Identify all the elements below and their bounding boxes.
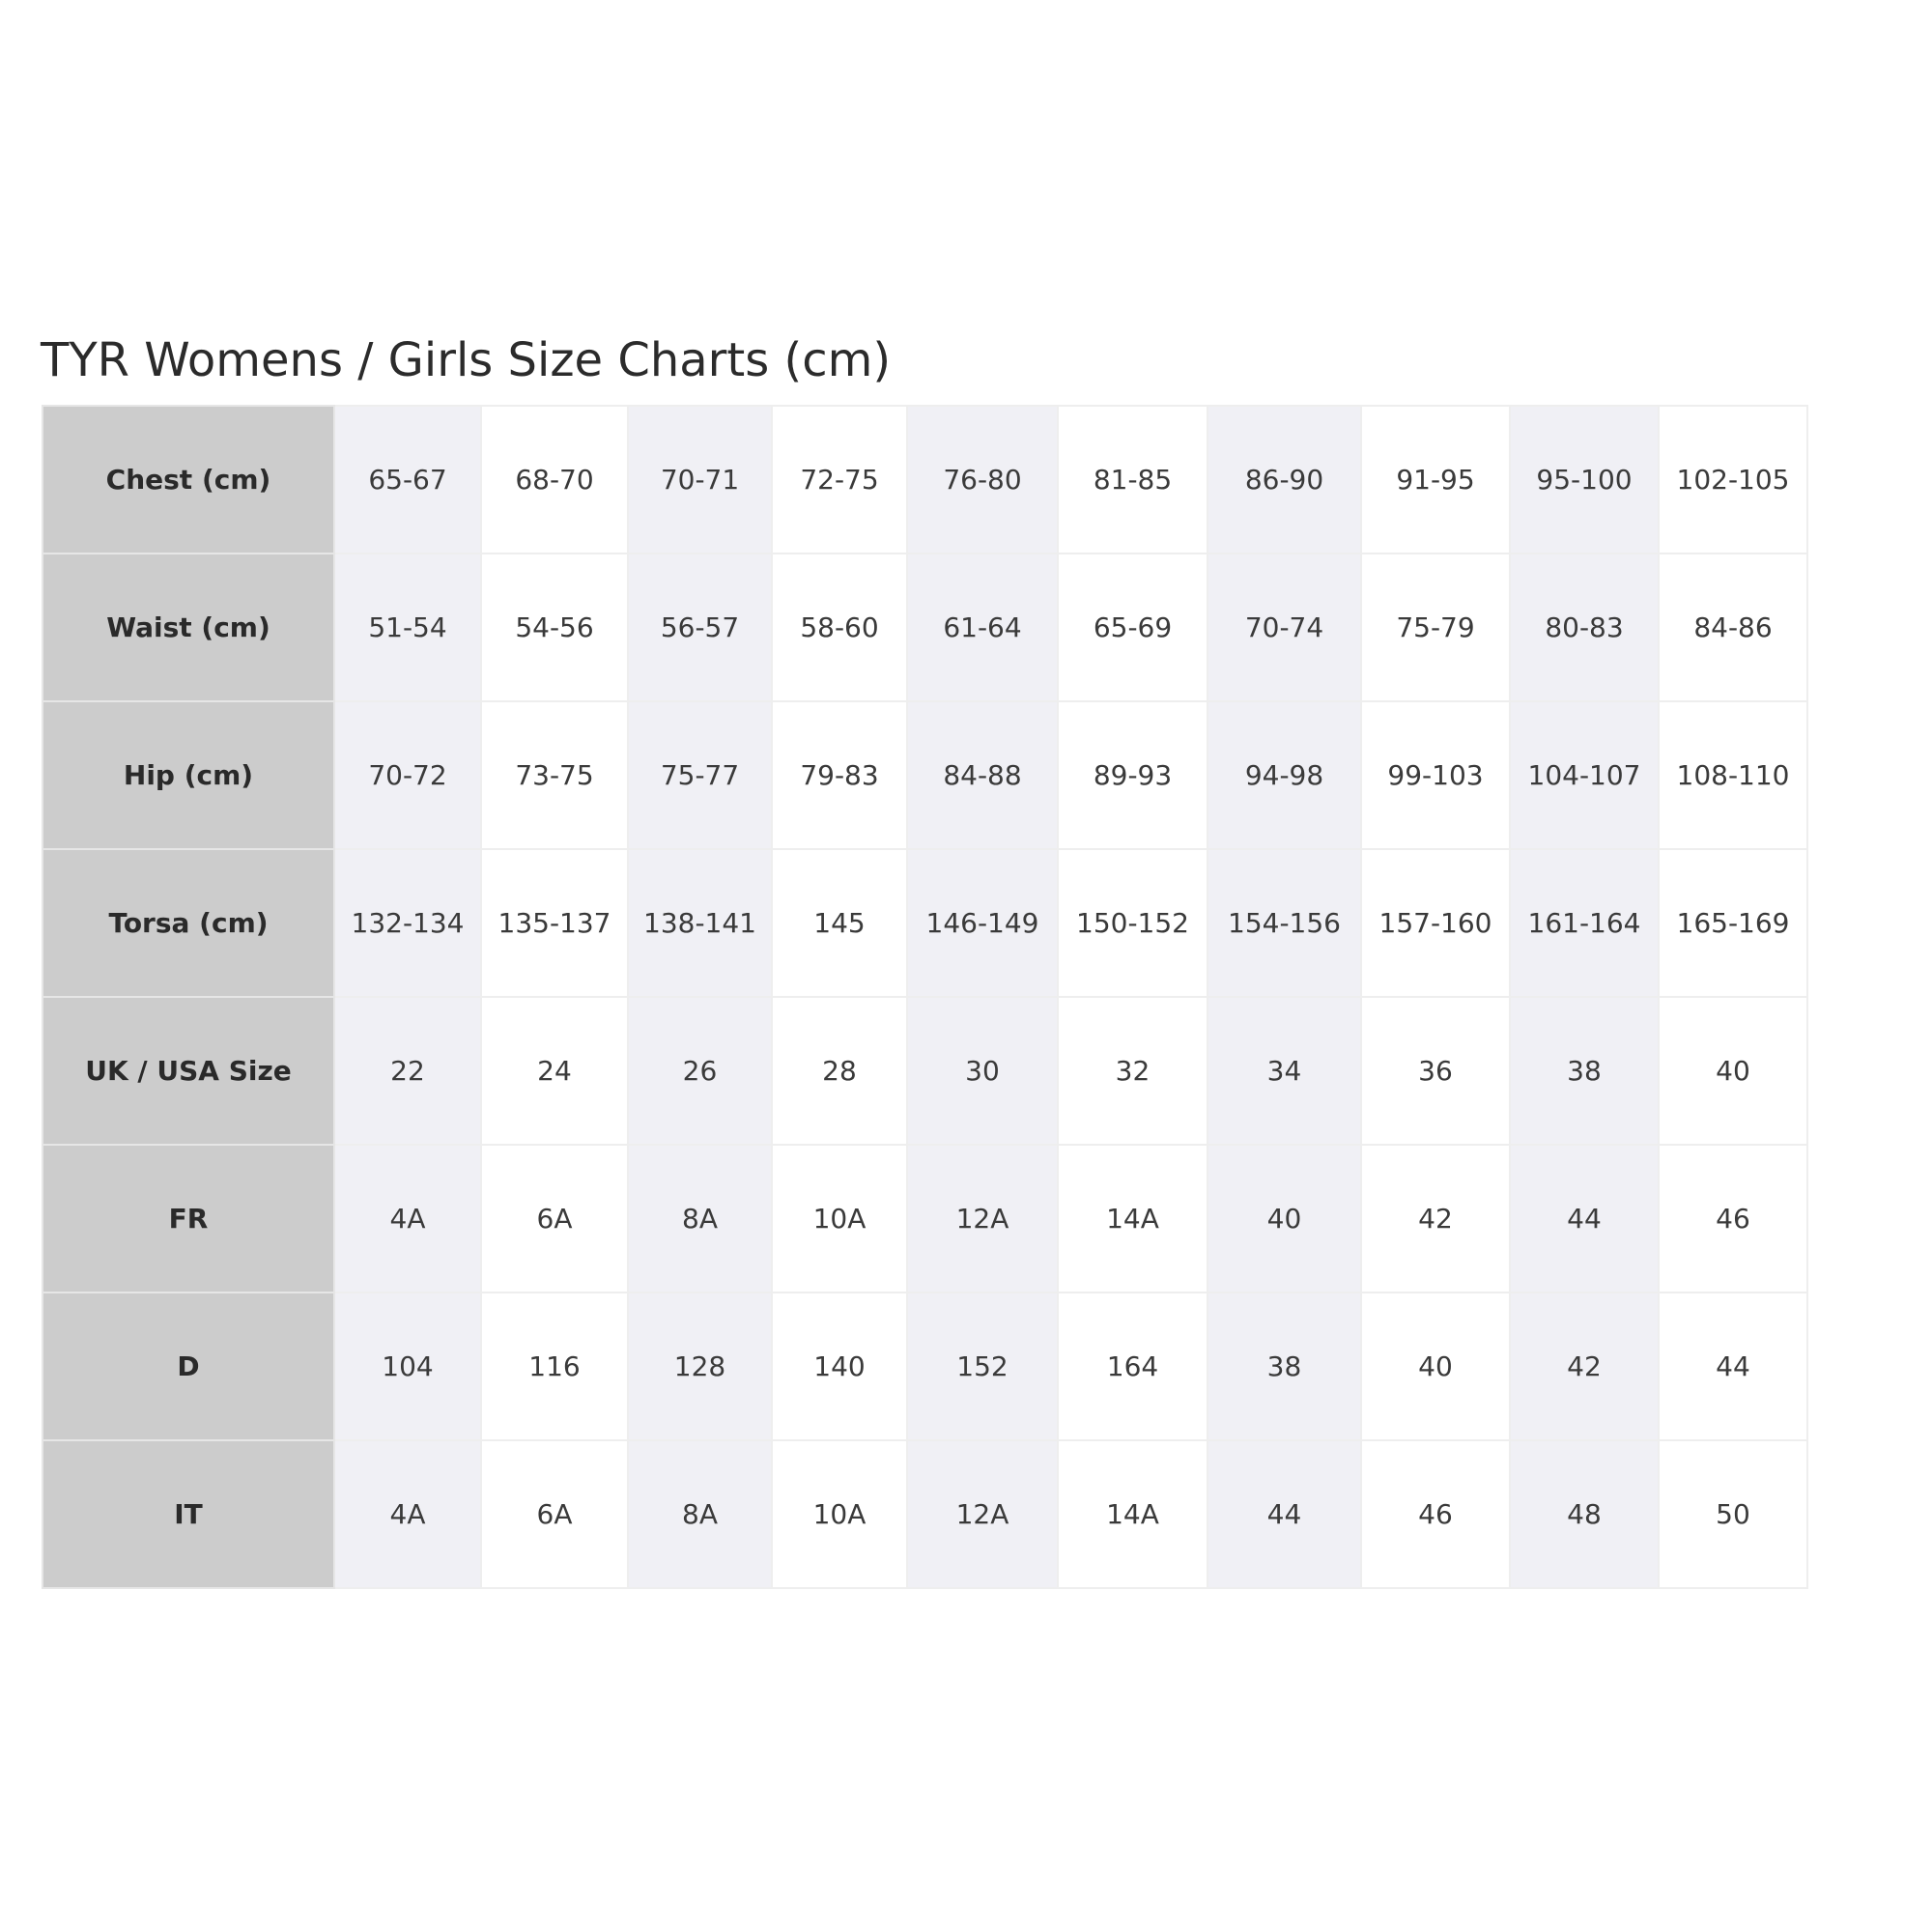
row-label: FR [43, 1145, 334, 1293]
table-cell: 99-103 [1361, 701, 1510, 849]
table-cell: 165-169 [1659, 849, 1807, 997]
table-cell: 4A [334, 1145, 481, 1293]
table-cell: 150-152 [1058, 849, 1208, 997]
table-cell: 75-77 [628, 701, 772, 849]
table-cell: 152 [907, 1293, 1058, 1440]
row-label: D [43, 1293, 334, 1440]
table-cell: 48 [1510, 1440, 1659, 1588]
table-cell: 146-149 [907, 849, 1058, 997]
table-cell: 8A [628, 1440, 772, 1588]
table-cell: 40 [1361, 1293, 1510, 1440]
table-row [43, 1440, 1807, 1588]
table-row [43, 997, 1807, 1145]
table-cell: 84-86 [1659, 554, 1807, 701]
table-cell: 132-134 [334, 849, 481, 997]
table-cell: 157-160 [1361, 849, 1510, 997]
table-cell: 140 [772, 1293, 907, 1440]
table-cell: 46 [1361, 1440, 1510, 1588]
table-cell: 46 [1659, 1145, 1807, 1293]
table-row [43, 554, 1807, 701]
table-cell: 14A [1058, 1440, 1208, 1588]
table-cell: 22 [334, 997, 481, 1145]
row-label: UK / USA Size [43, 997, 334, 1145]
row-label: Chest (cm) [43, 406, 334, 554]
table-cell: 26 [628, 997, 772, 1145]
table-cell: 79-83 [772, 701, 907, 849]
table-cell: 108-110 [1659, 701, 1807, 849]
table-cell: 76-80 [907, 406, 1058, 554]
table-cell: 12A [907, 1145, 1058, 1293]
table-cell: 54-56 [481, 554, 628, 701]
table-cell: 40 [1208, 1145, 1361, 1293]
table-row [43, 849, 1807, 997]
table-cell: 51-54 [334, 554, 481, 701]
table-cell: 81-85 [1058, 406, 1208, 554]
table-cell: 34 [1208, 997, 1361, 1145]
table-row [43, 1145, 1807, 1293]
table-cell: 30 [907, 997, 1058, 1145]
table-cell: 70-74 [1208, 554, 1361, 701]
table-cell: 14A [1058, 1145, 1208, 1293]
table-cell: 70-72 [334, 701, 481, 849]
size-chart-body [43, 406, 1807, 1588]
size-chart-table [42, 405, 1808, 1589]
table-cell: 58-60 [772, 554, 907, 701]
table-cell: 4A [334, 1440, 481, 1588]
table-cell: 161-164 [1510, 849, 1659, 997]
table-cell: 10A [772, 1440, 907, 1588]
table-cell: 38 [1510, 997, 1659, 1145]
row-label: Torsa (cm) [43, 849, 334, 997]
table-cell: 8A [628, 1145, 772, 1293]
table-cell: 75-79 [1361, 554, 1510, 701]
table-cell: 6A [481, 1145, 628, 1293]
table-cell: 80-83 [1510, 554, 1659, 701]
table-row [43, 1293, 1807, 1440]
table-cell: 104-107 [1510, 701, 1659, 849]
table-cell: 65-69 [1058, 554, 1208, 701]
table-cell: 42 [1361, 1145, 1510, 1293]
table-cell: 102-105 [1659, 406, 1807, 554]
table-cell: 32 [1058, 997, 1208, 1145]
table-cell: 95-100 [1510, 406, 1659, 554]
table-cell: 86-90 [1208, 406, 1361, 554]
table-cell: 104 [334, 1293, 481, 1440]
table-cell: 68-70 [481, 406, 628, 554]
table-cell: 154-156 [1208, 849, 1361, 997]
row-label: IT [43, 1440, 334, 1588]
table-cell: 89-93 [1058, 701, 1208, 849]
table-cell: 42 [1510, 1293, 1659, 1440]
table-cell: 44 [1510, 1145, 1659, 1293]
table-cell: 116 [481, 1293, 628, 1440]
page-title: TYR Womens / Girls Size Charts (cm) [41, 333, 892, 387]
table-cell: 10A [772, 1145, 907, 1293]
table-cell: 138-141 [628, 849, 772, 997]
table-cell: 145 [772, 849, 907, 997]
table-row [43, 701, 1807, 849]
table-cell: 73-75 [481, 701, 628, 849]
table-cell: 12A [907, 1440, 1058, 1588]
table-cell: 40 [1659, 997, 1807, 1145]
table-cell: 28 [772, 997, 907, 1145]
table-cell: 56-57 [628, 554, 772, 701]
table-cell: 72-75 [772, 406, 907, 554]
table-cell: 65-67 [334, 406, 481, 554]
table-row [43, 406, 1807, 554]
row-label: Hip (cm) [43, 701, 334, 849]
table-cell: 36 [1361, 997, 1510, 1145]
table-cell: 91-95 [1361, 406, 1510, 554]
table-cell: 84-88 [907, 701, 1058, 849]
table-cell: 94-98 [1208, 701, 1361, 849]
table-cell: 6A [481, 1440, 628, 1588]
table-cell: 50 [1659, 1440, 1807, 1588]
table-cell: 44 [1659, 1293, 1807, 1440]
table-cell: 61-64 [907, 554, 1058, 701]
row-label: Waist (cm) [43, 554, 334, 701]
table-cell: 38 [1208, 1293, 1361, 1440]
table-cell: 128 [628, 1293, 772, 1440]
table-cell: 70-71 [628, 406, 772, 554]
table-cell: 44 [1208, 1440, 1361, 1588]
table-cell: 135-137 [481, 849, 628, 997]
table-cell: 24 [481, 997, 628, 1145]
table-cell: 164 [1058, 1293, 1208, 1440]
